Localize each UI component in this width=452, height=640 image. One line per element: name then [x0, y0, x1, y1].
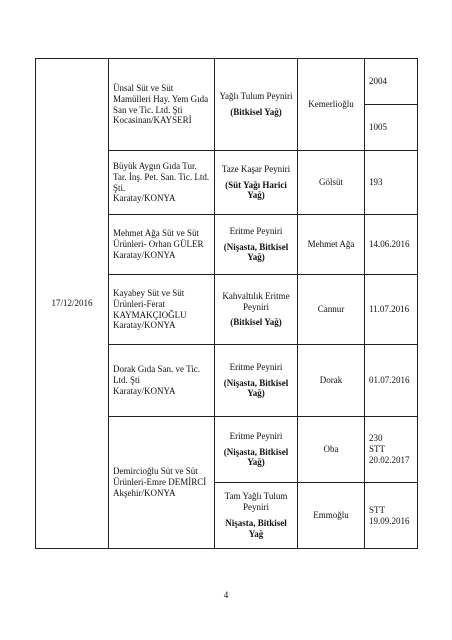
- date-cell: 17/12/2016: [36, 59, 109, 549]
- reg-cell: 01.07.2016: [365, 345, 418, 417]
- company-cell: Dorak Gıda San. ve Tic. Ltd. Şti Karatay/KONYA: [109, 345, 215, 417]
- product-cell: Eritme Peyniri (Nişasta, Bitkisel Yağ): [215, 345, 298, 417]
- brand-cell: Gölsüt: [298, 151, 365, 215]
- page-number: 4: [223, 590, 229, 600]
- product-cell: Yağlı Tulum Peyniri (Bitkisel Yağ): [215, 59, 298, 151]
- brand-cell: Emmoğlu: [298, 483, 365, 549]
- product-cell: Tam Yağlı Tulum Peyniri Nişasta, Bitkisel Yağ: [215, 483, 298, 549]
- brand-cell: Cannur: [298, 275, 365, 345]
- table-row: [36, 59, 418, 105]
- reg-cell: 2004: [365, 59, 418, 105]
- company-cell: Mehmet Ağa Süt ve Süt Ürünleri- Orhan GÜLER Karatay/KONYA: [109, 215, 215, 275]
- company-cell: Büyük Aygın Gıda Tur. Tar. İnş. Pet. San. Tic. Ltd. Şti. Karatay/KONYA: [109, 151, 215, 215]
- reg-cell: STT 19.09.2016: [365, 483, 418, 549]
- brand-cell: Dorak: [298, 345, 365, 417]
- company-cell: Ünsal Süt ve Süt Mamülleri Hay. Yem Gıda San ve Tic. Ltd. Şti Kocasinan/KAYSERİ: [109, 59, 215, 151]
- brand-cell: Oba: [298, 417, 365, 483]
- reg-cell: 230 STT 20.02.2017: [365, 417, 418, 483]
- brand-cell: Mehmet Ağa: [298, 215, 365, 275]
- company-cell: Demircioğlu Süt ve Süt Ürünleri-Emre DEMİRCİ Akşehir/KONYA: [109, 417, 215, 549]
- reg-cell: 1005: [365, 105, 418, 151]
- reg-cell: 14.06.2016: [365, 215, 418, 275]
- reg-cell: 11.07.2016: [365, 275, 418, 345]
- violations-table: [35, 58, 418, 549]
- product-cell: Eritme Peyniri (Nişasta, Bitkisel Yağ): [215, 417, 298, 483]
- brand-cell: Kemerlioğlu: [298, 59, 365, 151]
- reg-cell: 193: [365, 151, 418, 215]
- product-cell: Eritme Peyniri (Nişasta, Bitkisel Yağ): [215, 215, 298, 275]
- product-cell: Taze Kaşar Peyniri (Süt Yağı Harici Yağ): [215, 151, 298, 215]
- company-cell: Kayabey Süt ve Süt Ürünleri-Ferat KAYMAKÇIOĞLU Karatay/KONYA: [109, 275, 215, 345]
- product-cell: Kahvaltılık Eritme Peyniri (Bitkisel Yağ): [215, 275, 298, 345]
